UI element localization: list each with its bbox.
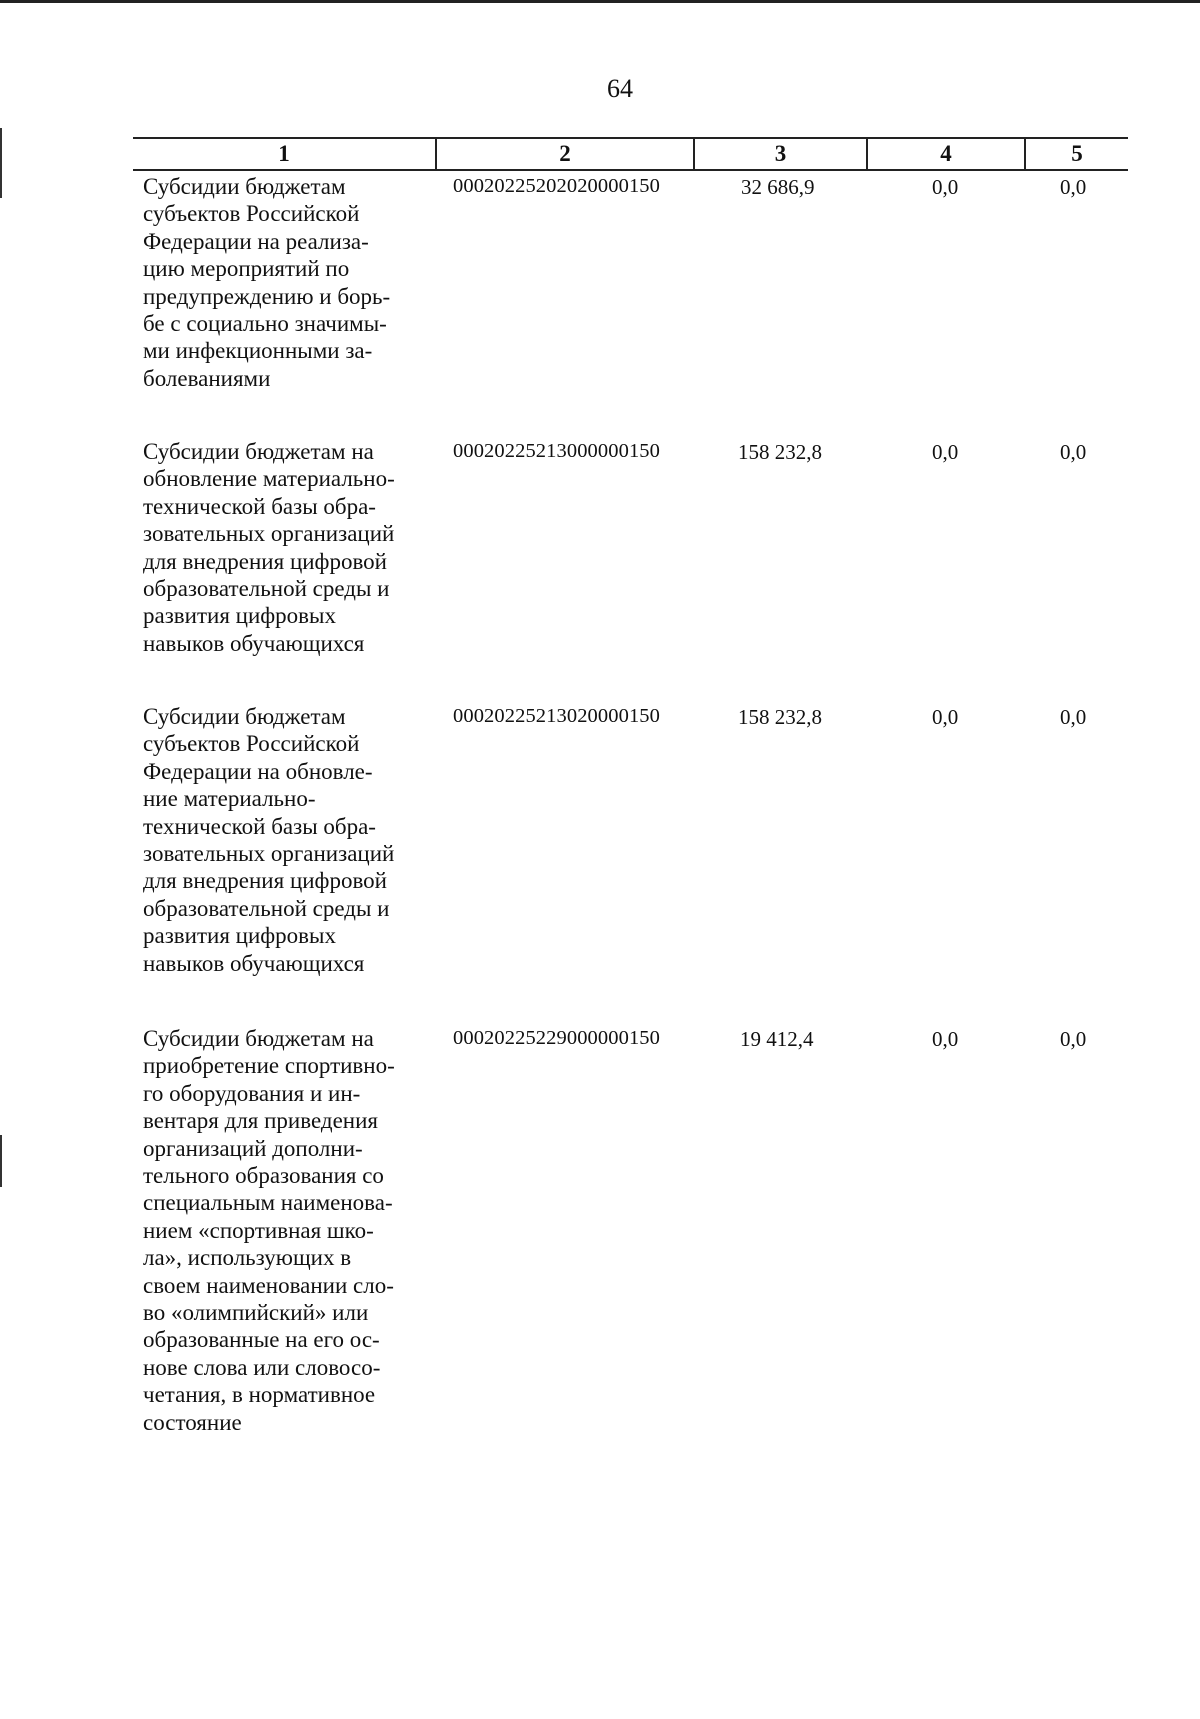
description-line: специальным наименова- — [143, 1190, 393, 1216]
description-line: организаций дополни- — [143, 1135, 363, 1161]
value-col5: 0,0 — [1060, 440, 1087, 464]
budget-code: 00020225213020000150 — [453, 705, 660, 727]
description-line: образовательной среды и — [143, 895, 390, 921]
description-line: обновление материально- — [143, 466, 395, 492]
scan-top-edge — [0, 0, 1200, 3]
description-line: ми инфекционными за- — [143, 338, 373, 364]
value-col4: 0,0 — [932, 1027, 959, 1051]
description-line: состояние — [143, 1409, 242, 1435]
value-col3: 158 232,8 — [738, 705, 822, 729]
value-col5: 0,0 — [1060, 705, 1087, 729]
description-line: предупреждению и борь- — [143, 283, 391, 309]
description-line: своем наименовании сло- — [143, 1272, 394, 1298]
column-header-4: 4 — [866, 139, 1024, 169]
description-line: тельного образования со — [143, 1163, 384, 1189]
description-line: развития цифровых — [143, 923, 336, 949]
description-line: Субсидии бюджетам — [143, 174, 346, 199]
description-line: вентаря для приведения — [143, 1108, 378, 1134]
value-col3: 158 232,8 — [738, 440, 822, 464]
description-line: навыков обучающихся — [143, 630, 365, 656]
description-line: технической базы обра- — [143, 493, 376, 519]
description-line: Федерации на обновле- — [143, 758, 373, 784]
description-line: бе с социально значимы- — [143, 311, 387, 337]
description-line: приобретение спортивно- — [143, 1053, 395, 1079]
row-description — [143, 703, 429, 977]
page-number: 64 — [607, 74, 633, 103]
description-line: болеваниями — [143, 365, 271, 391]
description-line: Субсидии бюджетам на — [143, 1026, 374, 1051]
column-header-3: 3 — [693, 139, 866, 169]
description-line: нове слова или словосо- — [143, 1354, 381, 1380]
description-line: го оборудования и ин- — [143, 1080, 361, 1106]
budget-code: 00020225202020000150 — [453, 175, 660, 197]
row-description — [143, 1025, 429, 1436]
description-line: зовательных организаций — [143, 521, 395, 547]
description-line: цию мероприятий по — [143, 256, 350, 282]
value-col4: 0,0 — [932, 705, 959, 729]
description-line: зовательных организаций — [143, 841, 395, 867]
value-col4: 0,0 — [932, 175, 959, 199]
value-col4: 0,0 — [932, 440, 959, 464]
column-header-1: 1 — [278, 141, 290, 166]
description-line: образованные на его ос- — [143, 1327, 380, 1353]
value-col3: 32 686,9 — [741, 175, 815, 199]
description-line: субъектов Российской — [143, 201, 360, 227]
column-header-5: 5 — [1024, 139, 1128, 169]
description-line: Субсидии бюджетам на — [143, 439, 374, 464]
description-line: во «олимпийский» или — [143, 1300, 369, 1326]
value-col5: 0,0 — [1060, 175, 1087, 199]
scan-margin-mark — [0, 1135, 2, 1187]
description-line: Субсидии бюджетам — [143, 704, 346, 729]
description-line: для внедрения цифровой — [143, 548, 387, 574]
row-description — [143, 438, 429, 657]
budget-code: 00020225213000000150 — [453, 440, 660, 462]
scan-margin-mark — [0, 128, 2, 198]
row-description — [143, 173, 429, 392]
column-header-2: 2 — [435, 139, 693, 169]
budget-code: 00020225229000000150 — [453, 1027, 660, 1049]
description-line: развития цифровых — [143, 603, 336, 629]
description-line: ние материально- — [143, 786, 316, 812]
description-line: образовательной среды и — [143, 576, 390, 602]
description-line: навыков обучающихся — [143, 950, 365, 976]
description-line: для внедрения цифровой — [143, 868, 387, 894]
value-col3: 19 412,4 — [740, 1027, 814, 1051]
description-line: Федерации на реализа- — [143, 228, 369, 254]
description-line: четания, в нормативное — [143, 1382, 376, 1408]
value-col5: 0,0 — [1060, 1027, 1087, 1051]
description-line: нием «спортивная шко- — [143, 1217, 374, 1243]
description-line: субъектов Российской — [143, 731, 360, 757]
table-header-row — [133, 137, 1128, 171]
description-line: технической базы обра- — [143, 813, 376, 839]
description-line: ла», использующих в — [143, 1245, 352, 1271]
